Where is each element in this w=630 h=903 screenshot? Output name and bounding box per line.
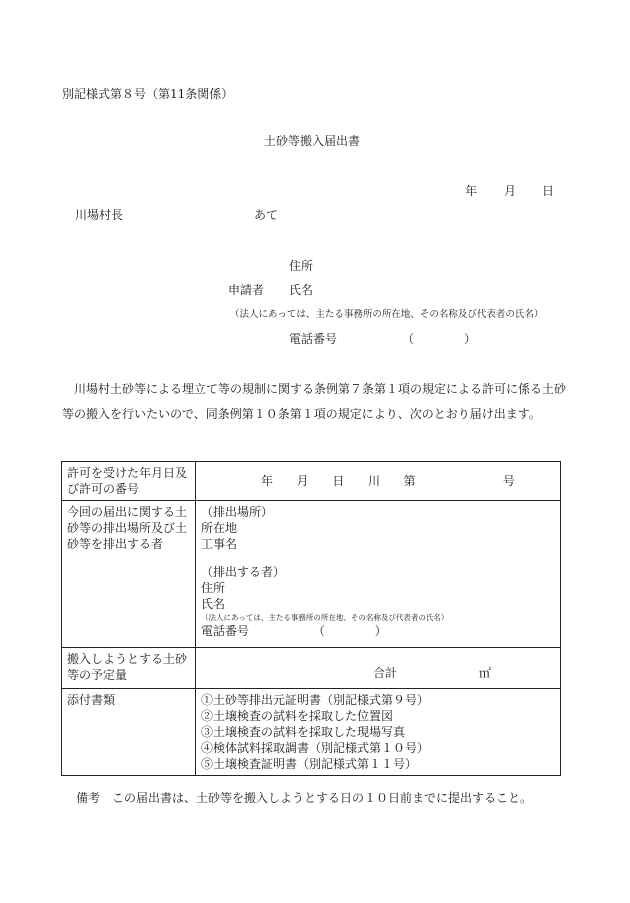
document-title: 土砂等搬入届出書 [264, 134, 361, 148]
remarks: 備考 この届出書は、土砂等を搬入しようとする日の１０日前までに提出すること。 [76, 791, 533, 805]
emitter-phone-label: 電話番号 [201, 624, 250, 638]
form-id: 別記様式第８号（第11条関係） [62, 87, 234, 101]
applicant-phone-paren-open: （ [402, 332, 415, 346]
permit-month: 月 [296, 474, 309, 488]
source-value [196, 501, 561, 648]
permit-kawa: 川 [367, 474, 380, 488]
date-day: 日 [542, 184, 555, 198]
attachment-item: ③土壌検査の試料を採取した現場写真 [201, 725, 406, 739]
applicant-label: 申請者 [228, 283, 265, 297]
recipient-suffix: あて [254, 208, 279, 222]
volume-label: 搬入しようとする土砂等の予定量 [62, 648, 196, 689]
attachment-item: ④検体試料採取調書（別記様式第１０号） [201, 741, 430, 755]
table-row-permit [62, 462, 561, 501]
emitter-note: （法人にあっては、主たる事務所の所在地、その名称及び代表者の氏名） [201, 613, 449, 622]
applicant-note: （法人にあっては、主たる事務所の所在地、その名称及び代表者の氏名） [230, 309, 544, 320]
source-label: 今回の届出に関する土砂等の排出場所及び土砂等を排出する者 [62, 501, 196, 648]
applicant-address-label: 住所 [289, 259, 314, 273]
site-location-label: 所在地 [201, 521, 238, 535]
site-project-label: 工事名 [201, 537, 238, 551]
permit-label: 許可を受けた年月日及び許可の番号 [62, 462, 196, 501]
date-year: 年 [465, 184, 478, 198]
applicant-phone-paren-close: ） [464, 332, 477, 346]
emitter-phone-row [201, 623, 555, 639]
permit-value [196, 462, 561, 501]
attachments-label: 添付書類 [62, 689, 196, 776]
table-row-volume [62, 648, 561, 689]
emitter-paren-open: （ [312, 624, 325, 638]
permit-day: 日 [332, 474, 345, 488]
permit-dai: 第 [403, 474, 416, 488]
table-row-source [62, 501, 561, 648]
permit-go: 号 [502, 474, 515, 488]
permit-year: 年 [261, 474, 274, 488]
applicant-name-label: 氏名 [289, 283, 314, 297]
attachment-item: ⑤土壌検査証明書（別記様式第１１号） [201, 757, 418, 771]
volume-total-label: 合計 [372, 666, 397, 680]
attachments-value [196, 689, 561, 776]
attachment-item: ①土砂等排出元証明書（別記様式第９号） [201, 693, 430, 707]
application-table [61, 461, 561, 776]
emitter-name-label: 氏名 [201, 597, 226, 611]
emitter-head: （排出する者） [201, 565, 286, 579]
volume-value [196, 648, 561, 689]
recipient-name: 川場村長 [75, 208, 124, 222]
body-text: 川場村土砂等による埋立て等の規制に関する条例第７条第１項の規定による許可に係る土砂等の搬入を行いたいので、同条例第１０条第１項の規定により、次のとおり届け出ます。 [62, 382, 567, 421]
site-head: （排出場所） [201, 505, 274, 519]
emitter-address-label: 住所 [201, 581, 226, 595]
applicant-phone-label: 電話番号 [289, 332, 338, 346]
volume-unit: ㎡ [478, 666, 491, 680]
table-row-attachments [62, 689, 561, 776]
attachment-item: ②土壌検査の試料を採取した位置図 [201, 709, 394, 723]
date-month: 月 [504, 184, 517, 198]
emitter-paren-close: ） [374, 624, 387, 638]
